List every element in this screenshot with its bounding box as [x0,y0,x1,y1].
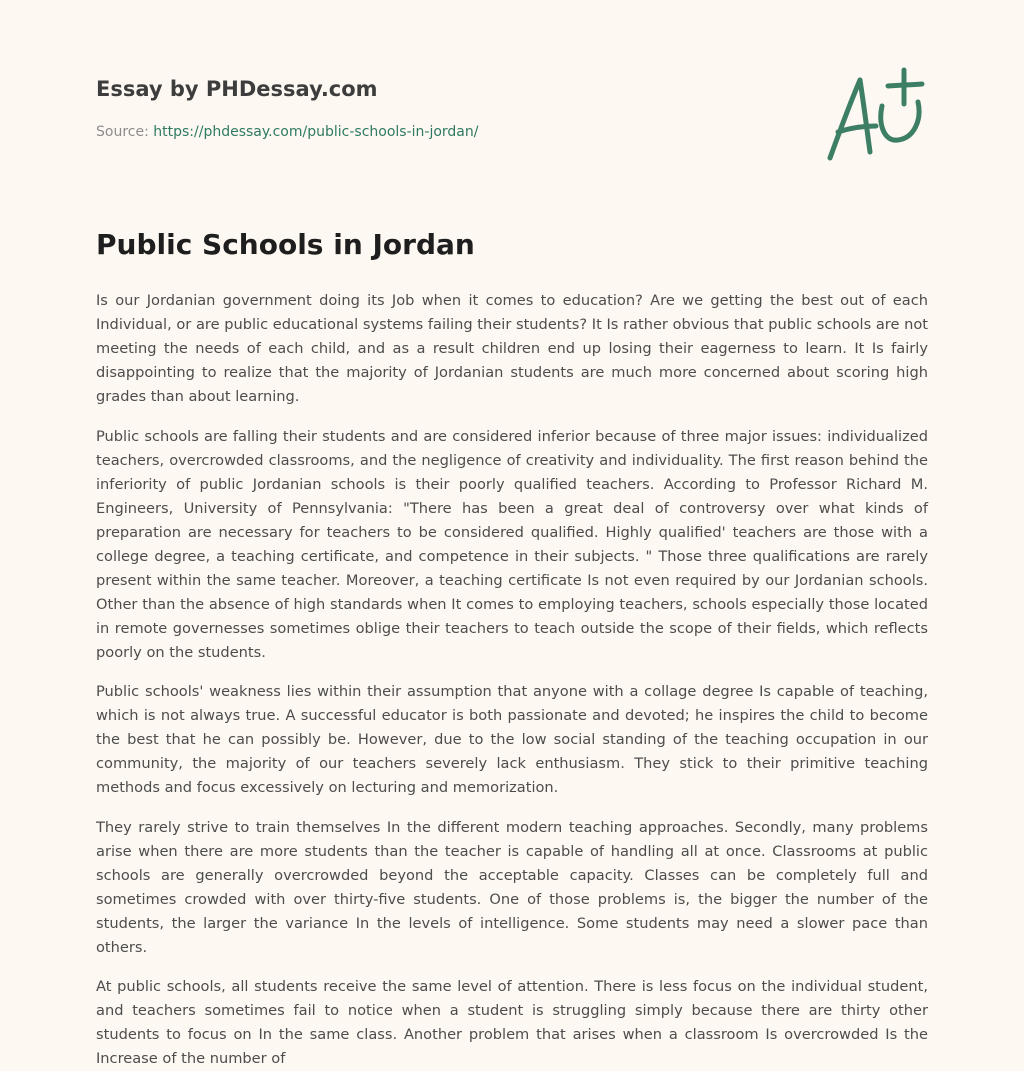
essay-paragraph: They rarely strive to train themselves In the different modern teaching approaches. Secondly, many problems arise when there are more students than the teacher is capable of handling all at once. Classrooms at public schools are generally overcrowded beyond the acceptable capacity. Classes can be completely full and sometimes crowded with over thirty-five students. One of those problems is, the bigger the number of the students, the larger the variance In the levels of intelligence. Some students may need a slower pace than others. [96,818,928,956]
essay-paragraph: Is our Jordanian government doing its Job when it comes to education? Are we getting the best out of each Individual, or are public educational systems failing their students? It Is rather obvious that public schools are not meeting the needs of each child, and as a result children end up losing their eagerness to learn. It Is fairly disappointing to realize that the majority of Jordanian students are much more concerned about scoring high grades than about learning. [96,292,928,405]
source-label: Source: [96,124,149,140]
essay-title: Public Schools in Jordan [96,228,475,261]
site-title: Essay by PHDessay.com [96,77,378,101]
essay-paragraph: Public schools' weakness lies within their assumption that anyone with a collage degree Is capable of teaching, which is not always true. A successful educator is both passionate and devoted; he inspires the child to become the best that he can possibly be. However, due to the low social standing of the teaching occupation in our community, the majority of our teachers severely lack enthusiasm. They stick to their primitive teaching methods and focus excessively on lecturing and memorization. [96,683,928,796]
essay-body [96,289,928,1071]
source-link[interactable]: https://phdessay.com/public-schools-in-jordan/ [153,124,479,140]
a-plus-logo-icon [824,66,930,166]
source-line [96,124,478,140]
page-header [96,0,928,215]
essay-paragraph: Public schools are falling their students and are considered inferior because of three major issues: individualized teachers, overcrowded classrooms, and the negligence of creativity and individuality. The first reason behind the inferiority of public Jordanian schools is their poorly qualified teachers. According to Professor Richard M. Engineers, University of Pennsylvania: "There has been a great deal of controversy over what kinds of preparation are necessary for teachers to be considered qualified. Highly qualified' teachers are those with a college degree, a teaching certificate, and competence in their subjects. " Those three qualifications are rarely present within the same teacher. Moreover, a teaching certificate Is not even required by our Jordanian schools. Other than the absence of high standards when It comes to employing teachers, schools especially those located in remote governesses sometimes oblige their teachers to teach outside the scope of their fields, which reflects poorly on the students. [96,427,928,661]
essay-paragraph: At public schools, all students receive the same level of attention. There is less focus on the individual student, and teachers sometimes fail to notice when a student is struggling simply because there are thirty other students to focus on In the same class. Another problem that arises when a classroom Is overcrowded Is the Increase of the number of [96,978,928,1067]
